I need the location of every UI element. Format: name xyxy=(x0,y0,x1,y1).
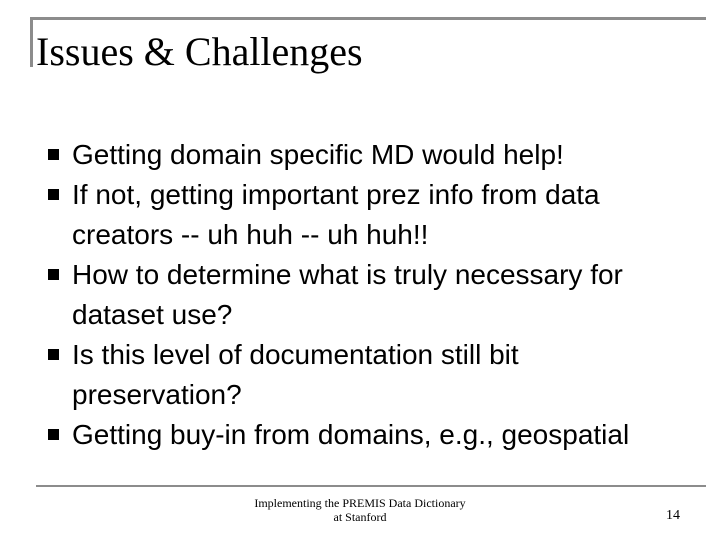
square-bullet-icon xyxy=(48,269,59,280)
bullet-item xyxy=(48,135,688,175)
square-bullet-icon xyxy=(48,429,59,440)
bullet-list xyxy=(48,135,688,455)
bullet-item xyxy=(48,255,688,335)
slide-title: Issues & Challenges xyxy=(36,29,363,74)
title-frame-top-line xyxy=(30,17,706,20)
bullet-text: Is this level of documentation still bit preservation? xyxy=(72,339,519,410)
footer-line-2: at Stanford xyxy=(333,510,387,524)
square-bullet-icon xyxy=(48,349,59,360)
bullet-item xyxy=(48,175,688,255)
footer-line-1: Implementing the PREMIS Data Dictionary xyxy=(254,496,466,510)
bullet-item xyxy=(48,415,688,455)
square-bullet-icon xyxy=(48,149,59,160)
title-frame-left-line xyxy=(30,17,33,67)
bullet-text: If not, getting important prez info from data creators -- uh huh -- uh huh!! xyxy=(72,179,600,250)
page-number: 14 xyxy=(666,508,680,523)
square-bullet-icon xyxy=(48,189,59,200)
bullet-text: How to determine what is truly necessary for dataset use? xyxy=(72,259,623,330)
bullet-item xyxy=(48,335,688,415)
footer-caption xyxy=(248,496,472,524)
bullet-text: Getting buy-in from domains, e.g., geospatial xyxy=(72,419,630,450)
footer-rule xyxy=(36,485,706,487)
bullet-text: Getting domain specific MD would help! xyxy=(72,139,564,170)
